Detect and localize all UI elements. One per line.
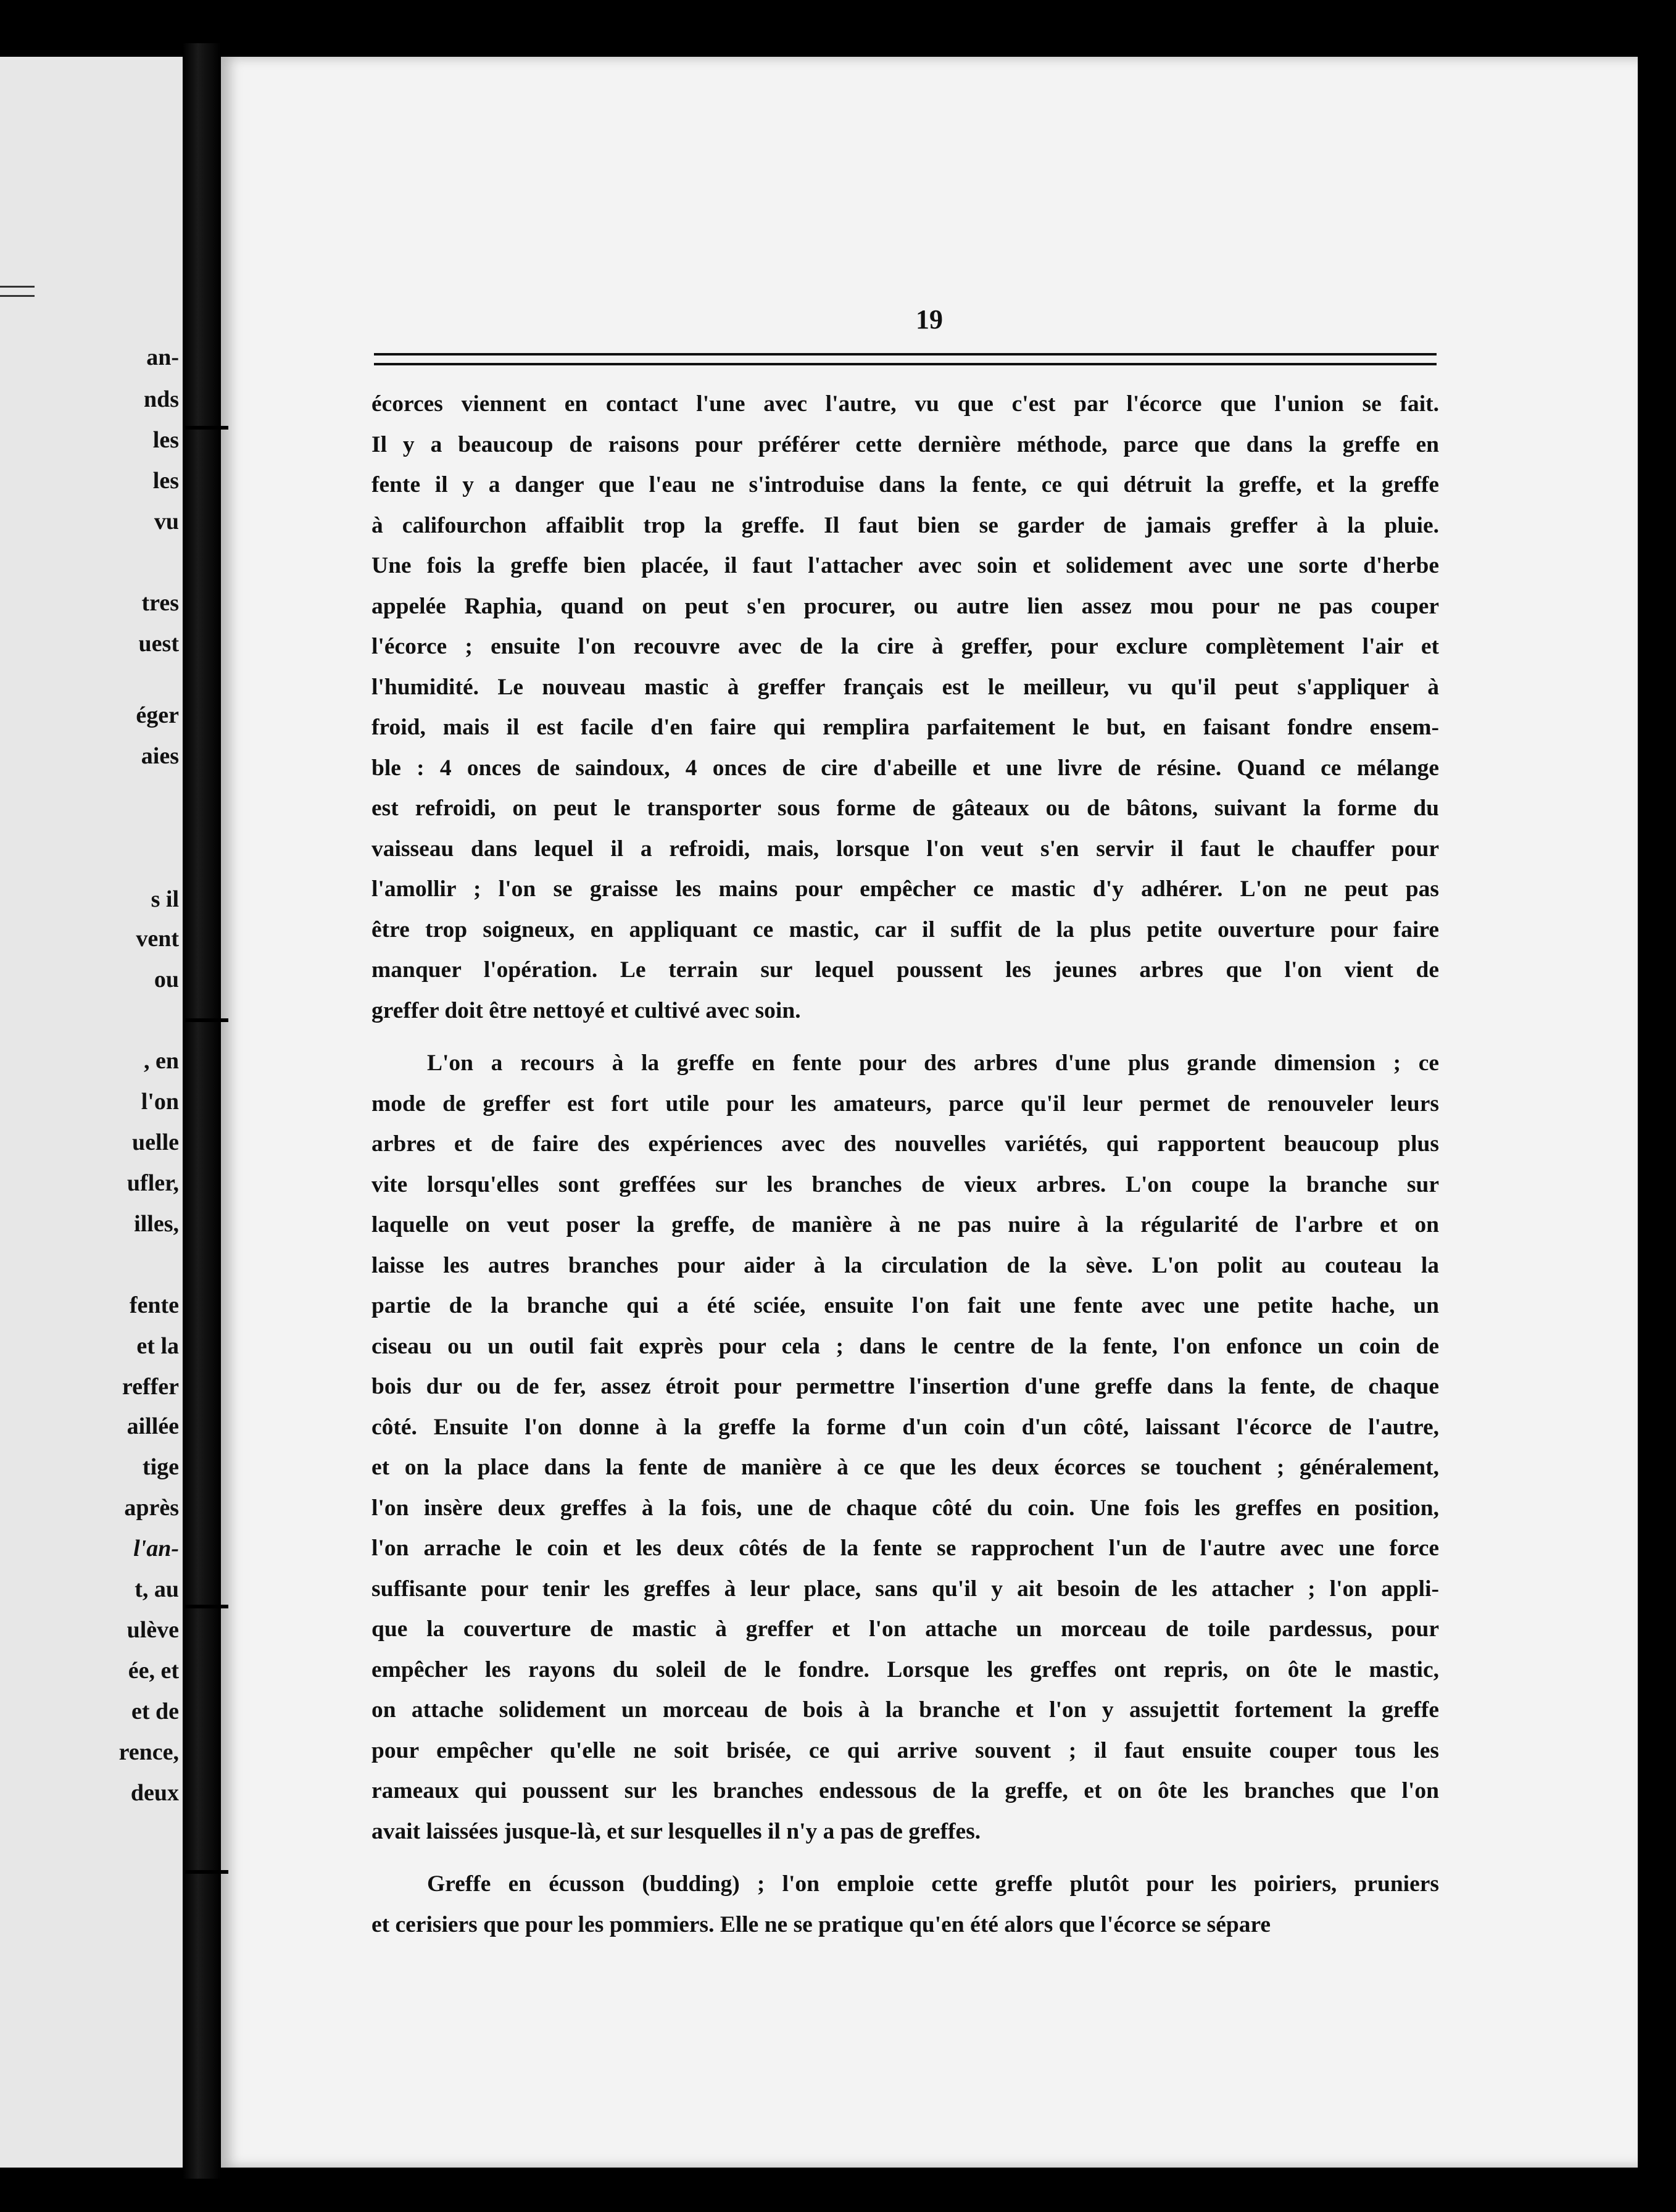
text-line: laisse les autres branches pour aider à la circulation de la sève. L'on polit au couteau la	[371, 1252, 1439, 1278]
text-line: empêcher les rayons du soleil de le fondre. Lorsque les greffes ont repris, on ôte le mastic,	[371, 1657, 1439, 1682]
header-rule	[374, 353, 1437, 365]
text-line: arbres et de faire des expériences avec des nouvelles variétés, qui rapportent beaucoup plus	[371, 1131, 1439, 1157]
text-line: que la couverture de mastic à greffer et l'on attache un morceau de toile pardessus, pour	[371, 1616, 1439, 1642]
text-line: vite lorsqu'elles sont greffées sur les branches de vieux arbres. L'on coupe la branche sur	[371, 1171, 1439, 1197]
text-line: l'amollir ; l'on se graisse les mains pour empêcher ce mastic d'y adhérer. L'on ne peut pas	[371, 876, 1439, 902]
facing-page-fragment: s il	[151, 886, 179, 912]
facing-page-fragment: reffer	[122, 1374, 179, 1400]
facing-page-fragment: vent	[136, 926, 179, 952]
text-line: écorces viennent en contact l'une avec l'autre, vu que c'est par l'écorce que l'union se fait.	[371, 391, 1439, 417]
text-line: à califourchon affaiblit trop la greffe. Il faut bien se garder de jamais greffer à la pluie.	[371, 512, 1439, 538]
facing-page-fragment: ée, et	[128, 1658, 179, 1684]
text-line: ciseau ou un outil fait exprès pour cela ; dans le centre de la fente, l'on enfonce un coin de	[371, 1333, 1439, 1359]
facing-page-fragment: les	[152, 427, 179, 453]
text-line: mode de greffer est fort utile pour les amateurs, parce qu'il leur permet de renouveler leurs	[371, 1091, 1439, 1116]
text-line: Il y a beaucoup de raisons pour préférer cette dernière méthode, parce que dans la greffe en	[371, 431, 1439, 457]
facing-page-fragment: deux	[130, 1780, 179, 1806]
facing-page-fragment: tres	[141, 590, 179, 616]
facing-page-fragment: tige	[142, 1454, 179, 1480]
facing-page-fragment: aies	[141, 743, 179, 769]
facing-page-fragment: ou	[154, 967, 179, 992]
facing-page-fragment: après	[124, 1495, 179, 1521]
text-line: partie de la branche qui a été sciée, ensuite l'on fait une fente avec une petite hache, un	[371, 1293, 1439, 1318]
facing-page-edge	[0, 57, 183, 2168]
facing-page-fragment: vu	[154, 509, 179, 534]
facing-page-fragment: uelle	[132, 1129, 179, 1155]
text-line: l'écorce ; ensuite l'on recouvre avec de la cire à greffer, pour exclure complètement l'air et	[371, 634, 1439, 659]
facing-page-fragment: l'an-	[133, 1536, 179, 1561]
text-line: l'on arrache le coin et les deux côtés de la fente se rapprochent l'un de l'autre avec une force	[371, 1536, 1439, 1561]
text-line: froid, mais il est facile d'en faire qui remplira parfaitement le but, en faisant fondre ensem-	[371, 715, 1439, 740]
body-text	[371, 384, 1439, 1945]
text-line: ble : 4 onces de saindoux, 4 onces de cire d'abeille et une livre de résine. Quand ce mélange	[371, 755, 1439, 781]
text-line: suffisante pour tenir les greffes à leur place, sans qu'il y ait besoin de les attacher ; l'on appli-	[371, 1576, 1439, 1602]
text-line: greffer doit être nettoyé et cultivé avec soin.	[371, 997, 801, 1023]
book-gutter	[183, 43, 221, 2179]
facing-page-fragment: uest	[138, 631, 179, 657]
text-line: côté. Ensuite l'on donne à la greffe la forme d'un coin d'un côté, laissant l'écorce de l'autre,	[371, 1414, 1439, 1440]
facing-page-fragment: illes,	[134, 1211, 179, 1237]
facing-page-fragment: éger	[136, 702, 179, 728]
page-number: 19	[916, 304, 943, 335]
text-line: appelée Raphia, quand on peut s'en procurer, ou autre lien assez mou pour ne pas couper	[371, 593, 1439, 619]
text-line: vaisseau dans lequel il a refroidi, mais, lorsque l'on veut s'en servir il faut le chauffer pour	[371, 836, 1439, 862]
facing-page-fragment: aillée	[127, 1413, 179, 1439]
text-line: manquer l'opération. Le terrain sur lequel poussent les jeunes arbres que l'on vient de	[371, 957, 1439, 983]
binding-thread	[185, 1605, 228, 1608]
facing-page-fragment: et la	[136, 1333, 179, 1359]
text-line: laquelle on veut poser la greffe, de manière à ne pas nuire à la régularité de l'arbre et on	[371, 1212, 1439, 1237]
text-line: Une fois la greffe bien placée, il faut l'attacher avec soin et solidement avec une sorte d'herbe	[371, 553, 1439, 578]
text-line: fente il y a danger que l'eau ne s'introduise dans la fente, ce qui détruit la greffe, et la greffe	[371, 472, 1439, 497]
facing-page-fragment: les	[152, 468, 179, 494]
text-line: est refroidi, on peut le transporter sous forme de gâteaux ou de bâtons, suivant la forme du	[371, 796, 1439, 821]
text-line: être trop soigneux, en appliquant ce mastic, car il suffit de la plus petite ouverture pour faire	[371, 917, 1439, 942]
text-line: on attache solidement un morceau de bois à la branche et l'on y assujettit fortement la greffe	[371, 1697, 1439, 1723]
facing-page-rule	[0, 286, 35, 297]
text-line: et cerisiers que pour les pommiers. Elle ne se pratique qu'en été alors que l'écorce se sépare	[371, 1911, 1271, 1937]
facing-page-fragment: t, au	[135, 1576, 179, 1602]
binding-thread	[185, 426, 228, 430]
facing-page-fragment: ufler,	[127, 1170, 179, 1196]
text-line: L'on a recours à la greffe en fente pour des arbres d'une plus grande dimension ; ce	[427, 1050, 1439, 1076]
page	[221, 57, 1638, 2168]
facing-page-fragment: ulève	[127, 1617, 179, 1643]
facing-page-fragment: , en	[144, 1048, 179, 1074]
facing-page-fragment: l'on	[141, 1089, 179, 1115]
binding-thread	[185, 1018, 228, 1022]
facing-page-fragment: nds	[143, 386, 179, 412]
text-line: et on la place dans la fente de manière à ce que les deux écorces se touchent ; généralement,	[371, 1455, 1439, 1480]
facing-page-fragment: et de	[131, 1698, 179, 1724]
binding-thread	[185, 1870, 228, 1874]
paragraph-gap	[371, 1852, 1439, 1864]
text-line: l'humidité. Le nouveau mastic à greffer français est le meilleur, vu qu'il peut s'appliquer à	[371, 674, 1439, 700]
text-line: bois dur ou de fer, assez étroit pour permettre l'insertion d'une greffe dans la fente, de chaque	[371, 1374, 1439, 1399]
facing-page-fragment: fente	[129, 1292, 179, 1318]
paragraph-gap	[371, 1031, 1439, 1043]
facing-page-fragment: rence,	[118, 1739, 179, 1765]
facing-page-fragment: an-	[146, 344, 179, 370]
text-line: pour empêcher qu'elle ne soit brisée, ce qui arrive souvent ; il faut ensuite couper tous les	[371, 1737, 1439, 1763]
text-line: rameaux qui poussent sur les branches endessous de la greffe, et on ôte les branches que l'on	[371, 1778, 1439, 1803]
text-line: Greffe en écusson (budding) ; l'on emploie cette greffe plutôt pour les poiriers, pruniers	[427, 1871, 1439, 1897]
text-line: avait laissées jusque-là, et sur lesquelles il n'y a pas de greffes.	[371, 1818, 981, 1844]
text-line: l'on insère deux greffes à la fois, une de chaque côté du coin. Une fois les greffes en position,	[371, 1495, 1439, 1521]
